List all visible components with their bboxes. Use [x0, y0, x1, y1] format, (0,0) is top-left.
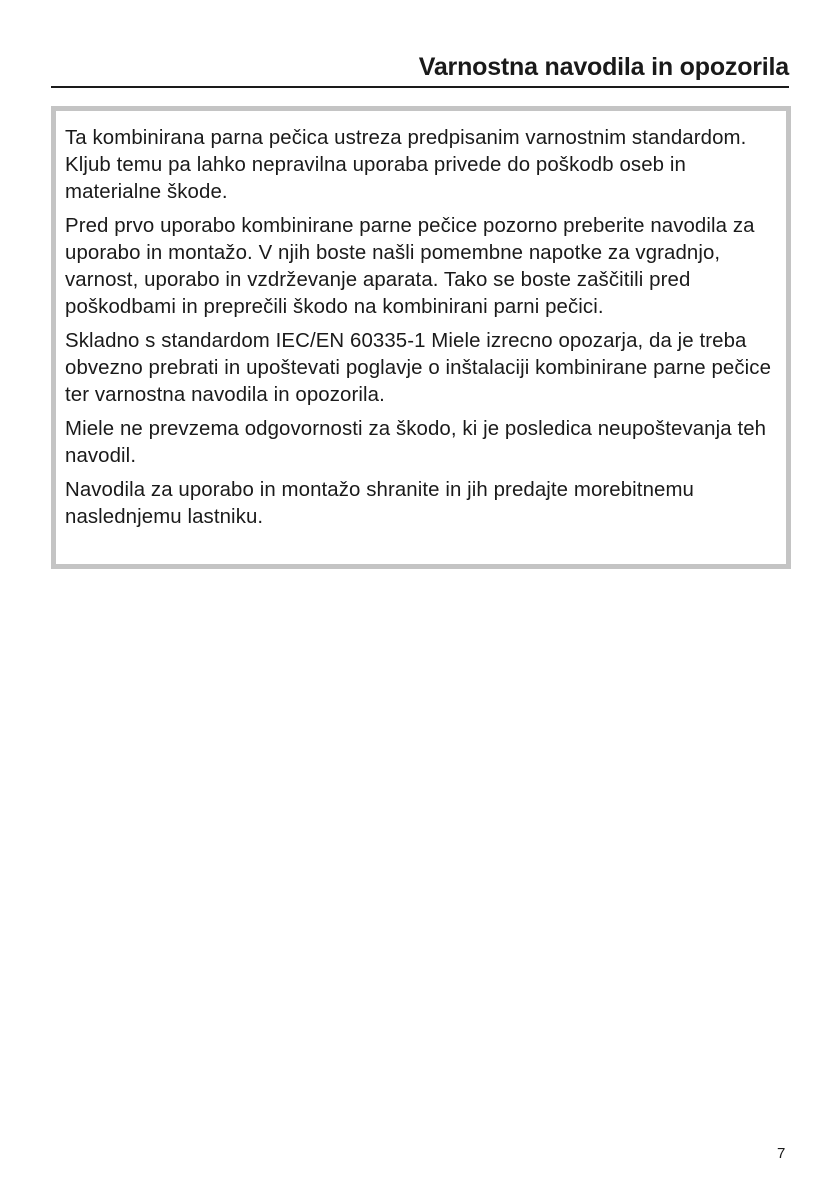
notice-paragraph-4: Miele ne prevzema odgovornosti za škodo, ki je posledica neupoštevanja teh navodil. — [65, 418, 767, 467]
page-header — [51, 50, 789, 88]
notice-paragraph-5: Navodila za uporabo in montažo shranite in jih predajte morebitnemu naslednjemu lastniku. — [65, 479, 694, 528]
page-number: 7 — [777, 1145, 786, 1162]
notice-paragraph-3: Skladno s standardom IEC/EN 60335-1 Miele izrecno opozarja, da je treba obvezno prebrati in upoštevati poglavje o inštalaciji kombinirane parne pečice ter varnostna navodila in opozorila. — [65, 330, 772, 406]
page-title: Varnostna navodila in opozorila — [418, 53, 789, 81]
notice-paragraph-2: Pred prvo uporabo kombinirane parne pečice pozorno preberite navodila za uporabo in montažo. V njih boste našli pomembne napotke za vgradnjo, varnost, uporabo in vzdrževanje aparata. Tako se boste zaščitili pred poškodbami in preprečili škodo na kombinirani parni pečici. — [65, 215, 755, 318]
notice-paragraph-1: Ta kombinirana parna pečica ustreza predpisanim varnostnim standardom. Kljub temu pa lahko nepravilna uporaba privede do poškodb oseb in materialne škode. — [65, 127, 747, 203]
safety-notice-box — [51, 106, 791, 569]
